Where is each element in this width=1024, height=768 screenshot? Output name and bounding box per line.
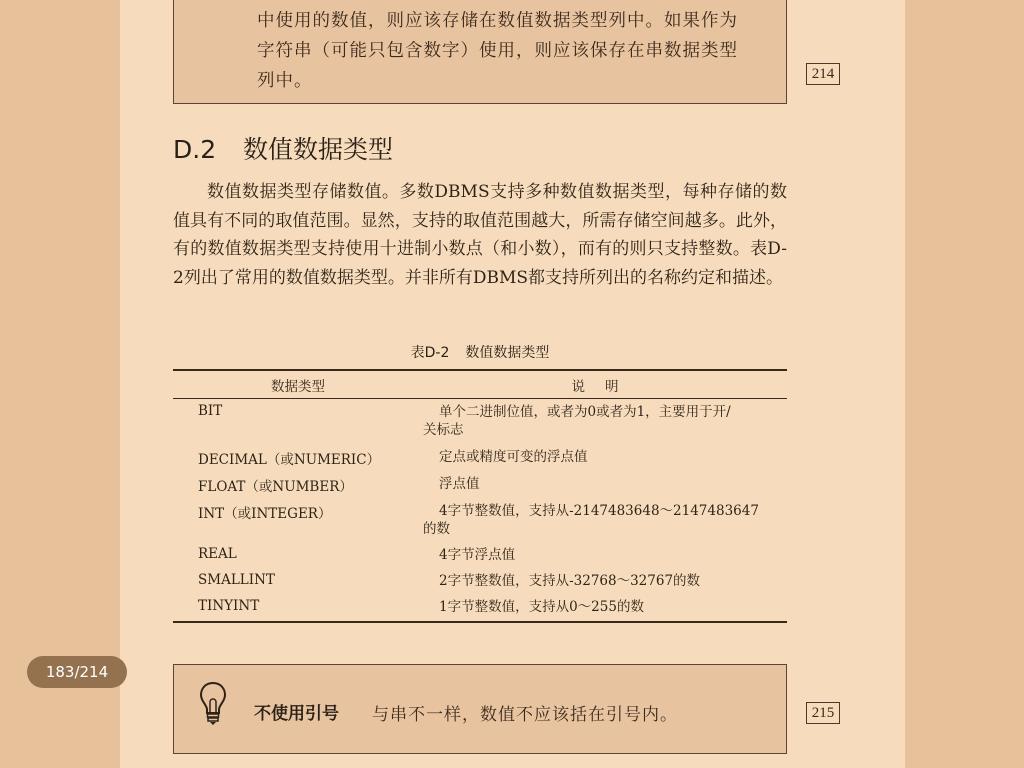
table-row <box>173 498 787 542</box>
cell-description <box>423 542 787 568</box>
section-title: 数值数据类型 <box>243 135 394 164</box>
desc-line: 2字节整数值，支持从-32768～32767的数 <box>439 572 701 589</box>
desc-line: 单个二进制位值，或者为0或者为1，主要用于开/ <box>439 404 731 420</box>
note-line: 列中。 <box>257 71 313 91</box>
tip-text: 与串不一样，数值不应该括在引号内。 <box>372 705 678 725</box>
table-row <box>173 471 787 498</box>
cell-description <box>423 498 787 542</box>
note-text <box>257 6 782 96</box>
desc-line: 的数 <box>423 520 450 537</box>
reader-left-margin <box>0 0 120 768</box>
desc-line: 1字节整数值，支持从0～255的数 <box>439 598 644 615</box>
header-type: 数据类型 <box>271 378 325 395</box>
table-row <box>173 444 787 471</box>
table-row <box>173 568 787 594</box>
table-row <box>173 399 787 444</box>
cell-type: SMALLINT <box>198 571 275 588</box>
table-caption-title: 数值数据类型 <box>465 345 550 361</box>
cell-type: FLOAT（或NUMBER） <box>198 478 353 495</box>
desc-line: 浮点值 <box>439 475 480 492</box>
reader-right-margin <box>905 0 1024 768</box>
cell-type: TINYINT <box>198 597 260 614</box>
cell-type: INT（或INTEGER） <box>198 505 332 522</box>
cell-description <box>423 471 787 498</box>
cell-type: REAL <box>198 545 237 562</box>
cell-type: DECIMAL（或NUMERIC） <box>198 451 381 468</box>
desc-line: 4字节浮点值 <box>439 546 516 563</box>
table-caption-number: 表D-2 <box>410 345 450 361</box>
desc-line: 4字节整数值，支持从-2147483648～2147483647 <box>439 502 759 519</box>
table-header-row <box>173 370 787 399</box>
cell-description <box>423 444 787 471</box>
lightbulb-icon <box>198 680 228 728</box>
page-number-215: 215 <box>806 702 840 724</box>
cell-description <box>423 594 787 622</box>
body-text <box>173 178 787 292</box>
note-line: 字符串（可能只包含数字）使用，则应该保存在串数据类型 <box>257 41 738 61</box>
page-number-214: 214 <box>806 63 840 85</box>
section-heading <box>173 130 393 166</box>
cell-type: BIT <box>198 403 223 419</box>
table-caption <box>173 342 787 362</box>
note-line: 中使用的数值，则应该存储在数值数据类型列中。如果作为 <box>257 11 738 31</box>
tip-label: 不使用引号 <box>254 704 339 724</box>
section-number: D.2 <box>173 135 217 164</box>
table-row <box>173 542 787 568</box>
numeric-types-table <box>173 369 787 623</box>
desc-line: 关标志 <box>423 422 464 438</box>
desc-line: 定点或精度可变的浮点值 <box>439 448 588 465</box>
header-description: 说明 <box>571 378 639 395</box>
cell-description <box>423 568 787 594</box>
page-progress-indicator[interactable]: 183/214 <box>27 656 127 688</box>
body-paragraph: 数值数据类型存储数值。多数DBMS支持多种数值数据类型，每种存储的数值具有不同的取值范围。显然，支持的取值范围越大，所需存储空间越多。此外，有的数值数据类型支持使用十进制小数点（和小数），而有的则只支持整数。表D-2列出了常用的数值数据类型。并非所有DBMS都支持所列出的名称约定和描述。 <box>173 182 787 288</box>
table-row <box>173 594 787 622</box>
cell-description <box>423 399 787 444</box>
